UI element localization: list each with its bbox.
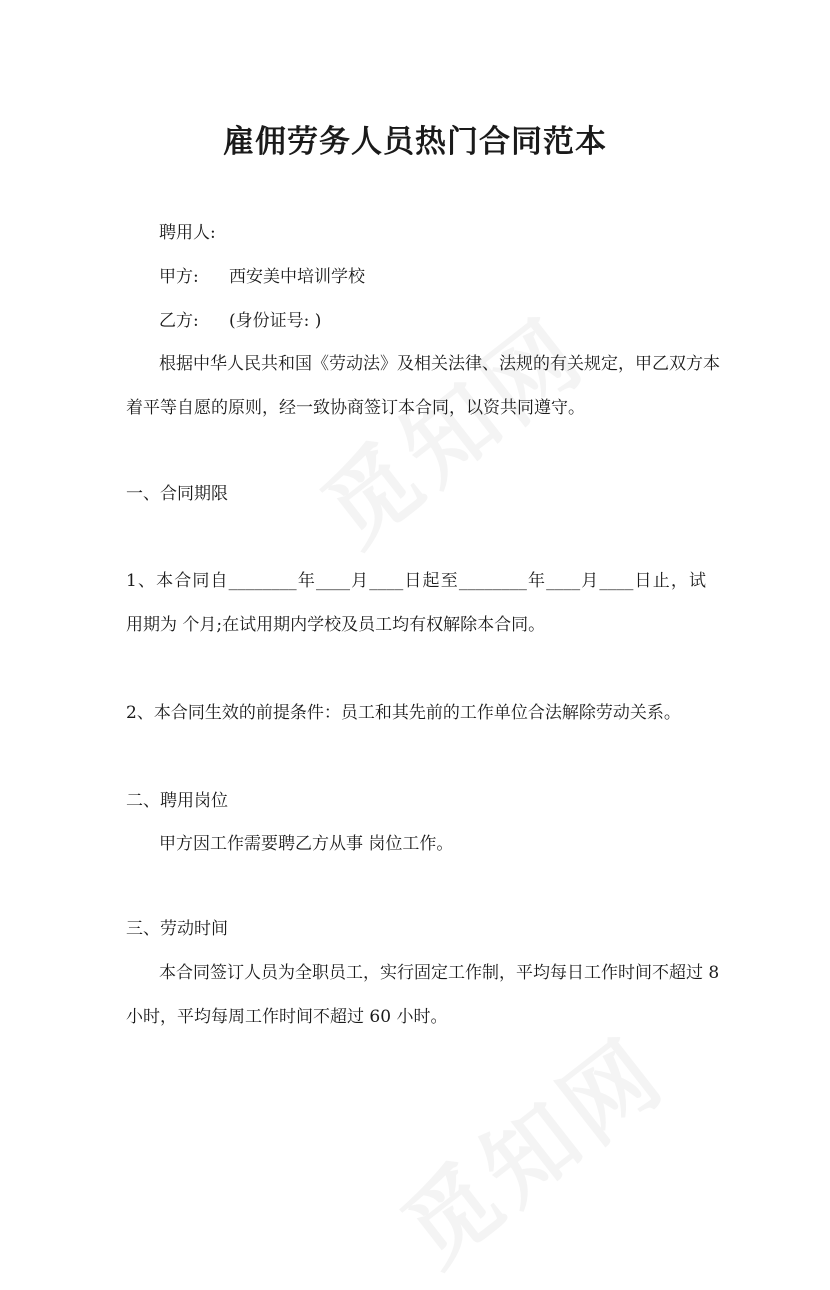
section-heading: 一、合同期限 xyxy=(126,484,228,504)
party-b-value: (身份证号: ) xyxy=(229,311,322,331)
watermark-text xyxy=(291,282,609,571)
clause-line: 本合同签订人员为全职员工，实行固定工作制，平均每日工作时间不超过 8 xyxy=(159,963,720,983)
intro-paragraph-line: 根据中华人民共和国《劳动法》及相关法律、法规的有关规定，甲乙双方本 xyxy=(159,354,720,374)
section-heading: 二、聘用岗位 xyxy=(126,791,228,811)
employer-label: 聘用人: xyxy=(159,223,216,243)
clause-line: 甲方因工作需要聘乙方从事 岗位工作。 xyxy=(159,834,454,854)
party-a-value: 西安美中培训学校 xyxy=(229,267,365,287)
party-b-label: 乙方: xyxy=(159,311,199,331)
clause-line: 小时，平均每周工作时间不超过 60 小时。 xyxy=(126,1007,448,1027)
party-a-label: 甲方: xyxy=(159,267,199,287)
section-heading: 三、劳动时间 xyxy=(126,919,228,939)
intro-paragraph-line: 着平等自愿的原则，经一致协商签订本合同，以资共同遵守。 xyxy=(126,398,585,418)
party-b-line xyxy=(159,310,321,332)
clause-line: 1、本合同自________年____月____日起至________年____月____日止，试 xyxy=(126,571,706,591)
party-a-line xyxy=(159,266,365,288)
clause-line: 用期为 个月;在试用期内学校及员工均有权解除本合同。 xyxy=(126,615,546,635)
document-title: 雇佣劳务人员热门合同范本 xyxy=(223,124,607,160)
clause-line: 2、本合同生效的前提条件：员工和其先前的工作单位合法解除劳动关系。 xyxy=(126,703,681,723)
watermark-text xyxy=(371,1002,689,1290)
